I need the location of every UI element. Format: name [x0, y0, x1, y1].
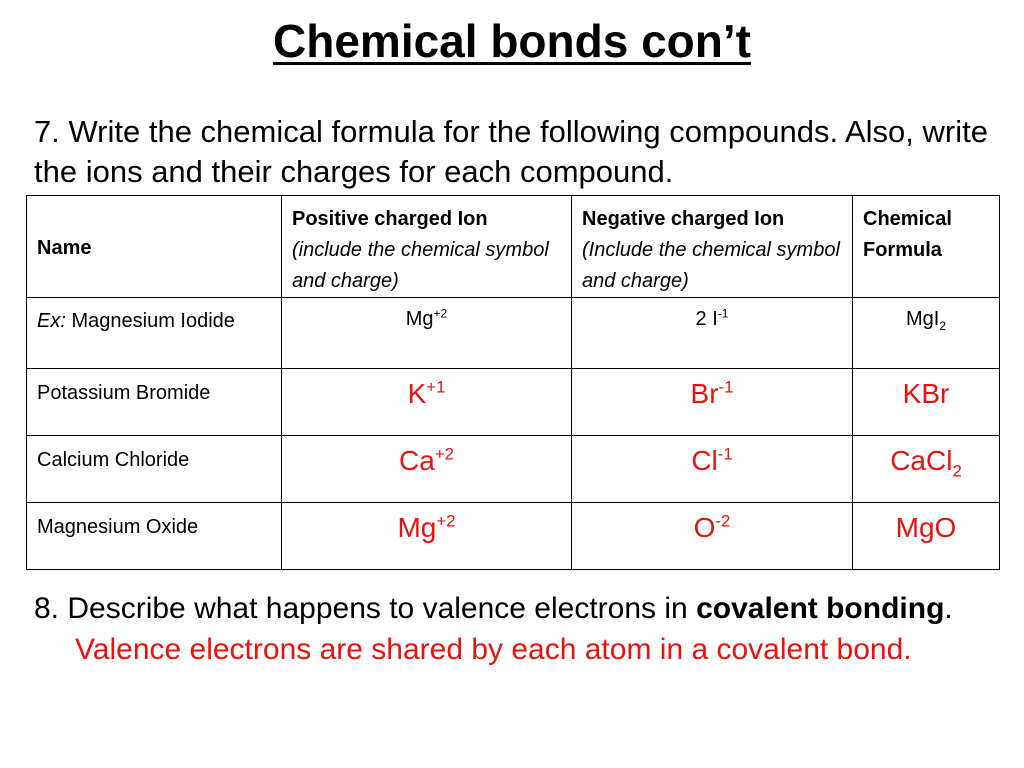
- question-8-prefix: 8. Describe what happens to valence electrons in: [34, 592, 697, 625]
- negative-ion: Cl: [691, 445, 718, 476]
- header-formula-cell: [853, 196, 1000, 298]
- compound-name: Calcium Chloride: [37, 449, 190, 471]
- positive-ion: K: [407, 378, 427, 409]
- example-row: [27, 298, 1000, 369]
- question-8: [34, 588, 1024, 670]
- positive-charge: +1: [426, 377, 446, 397]
- positive-ion: Mg: [397, 512, 437, 543]
- compound-name: Magnesium Oxide: [37, 516, 199, 538]
- question-8-answer: Valence electrons are shared by each atom in a covalent bond.: [75, 633, 912, 666]
- positive-charge: +2: [434, 444, 454, 464]
- header-negative-title: Negative charged Ion: [582, 208, 785, 230]
- example-formula-cell: [853, 298, 1000, 369]
- compound-name: Potassium Bromide: [37, 382, 211, 404]
- example-positive-ion: Mg: [405, 308, 434, 330]
- chemical-formula: MgO: [895, 512, 957, 543]
- page-title: Chemical bonds con’t: [273, 15, 751, 67]
- header-name: Name: [37, 237, 92, 259]
- example-formula: MgI: [905, 308, 940, 330]
- example-negative-cell: [572, 298, 853, 369]
- negative-charge: -2: [715, 511, 731, 531]
- table-row: [27, 369, 1000, 436]
- header-positive-cell: [282, 196, 572, 298]
- chemical-formula: KBr: [902, 378, 950, 409]
- table-row: [27, 436, 1000, 503]
- negative-ion: Br: [690, 378, 719, 409]
- chemical-formula: CaCl: [890, 445, 953, 476]
- question-8-bold-term: covalent bonding: [696, 592, 945, 625]
- compounds-table: [26, 195, 1000, 570]
- negative-charge: -1: [717, 444, 733, 464]
- negative-ion: O: [693, 512, 716, 543]
- header-positive-title: Positive charged Ion: [292, 208, 488, 230]
- example-negative-ion: 2 I: [695, 308, 718, 330]
- formula-subscript: 2: [952, 461, 962, 481]
- example-prefix: Ex:: [37, 310, 66, 332]
- table-row: [27, 503, 1000, 570]
- example-positive-cell: [282, 298, 572, 369]
- question-8-period: .: [944, 592, 953, 625]
- example-positive-charge: +2: [433, 306, 448, 321]
- positive-charge: +2: [436, 511, 456, 531]
- example-negative-charge: -1: [717, 306, 729, 321]
- positive-ion: Ca: [399, 445, 435, 476]
- header-positive-note: (include the chemical symbol and charge): [292, 239, 549, 292]
- example-name-cell: [27, 298, 282, 369]
- header-negative-cell: [572, 196, 853, 298]
- negative-charge: -1: [718, 377, 734, 397]
- header-negative-note: (Include the chemical symbol and charge): [582, 239, 840, 292]
- question-7: 7. Write the chemical formula for the following compounds. Also, write the ions and their charges for each compound.: [34, 114, 988, 189]
- table-header-row: [27, 196, 1000, 298]
- example-formula-subscript: 2: [939, 319, 947, 333]
- header-formula: Chemical Formula: [863, 208, 952, 261]
- example-name: Magnesium Iodide: [71, 310, 235, 332]
- header-name-cell: [27, 196, 282, 298]
